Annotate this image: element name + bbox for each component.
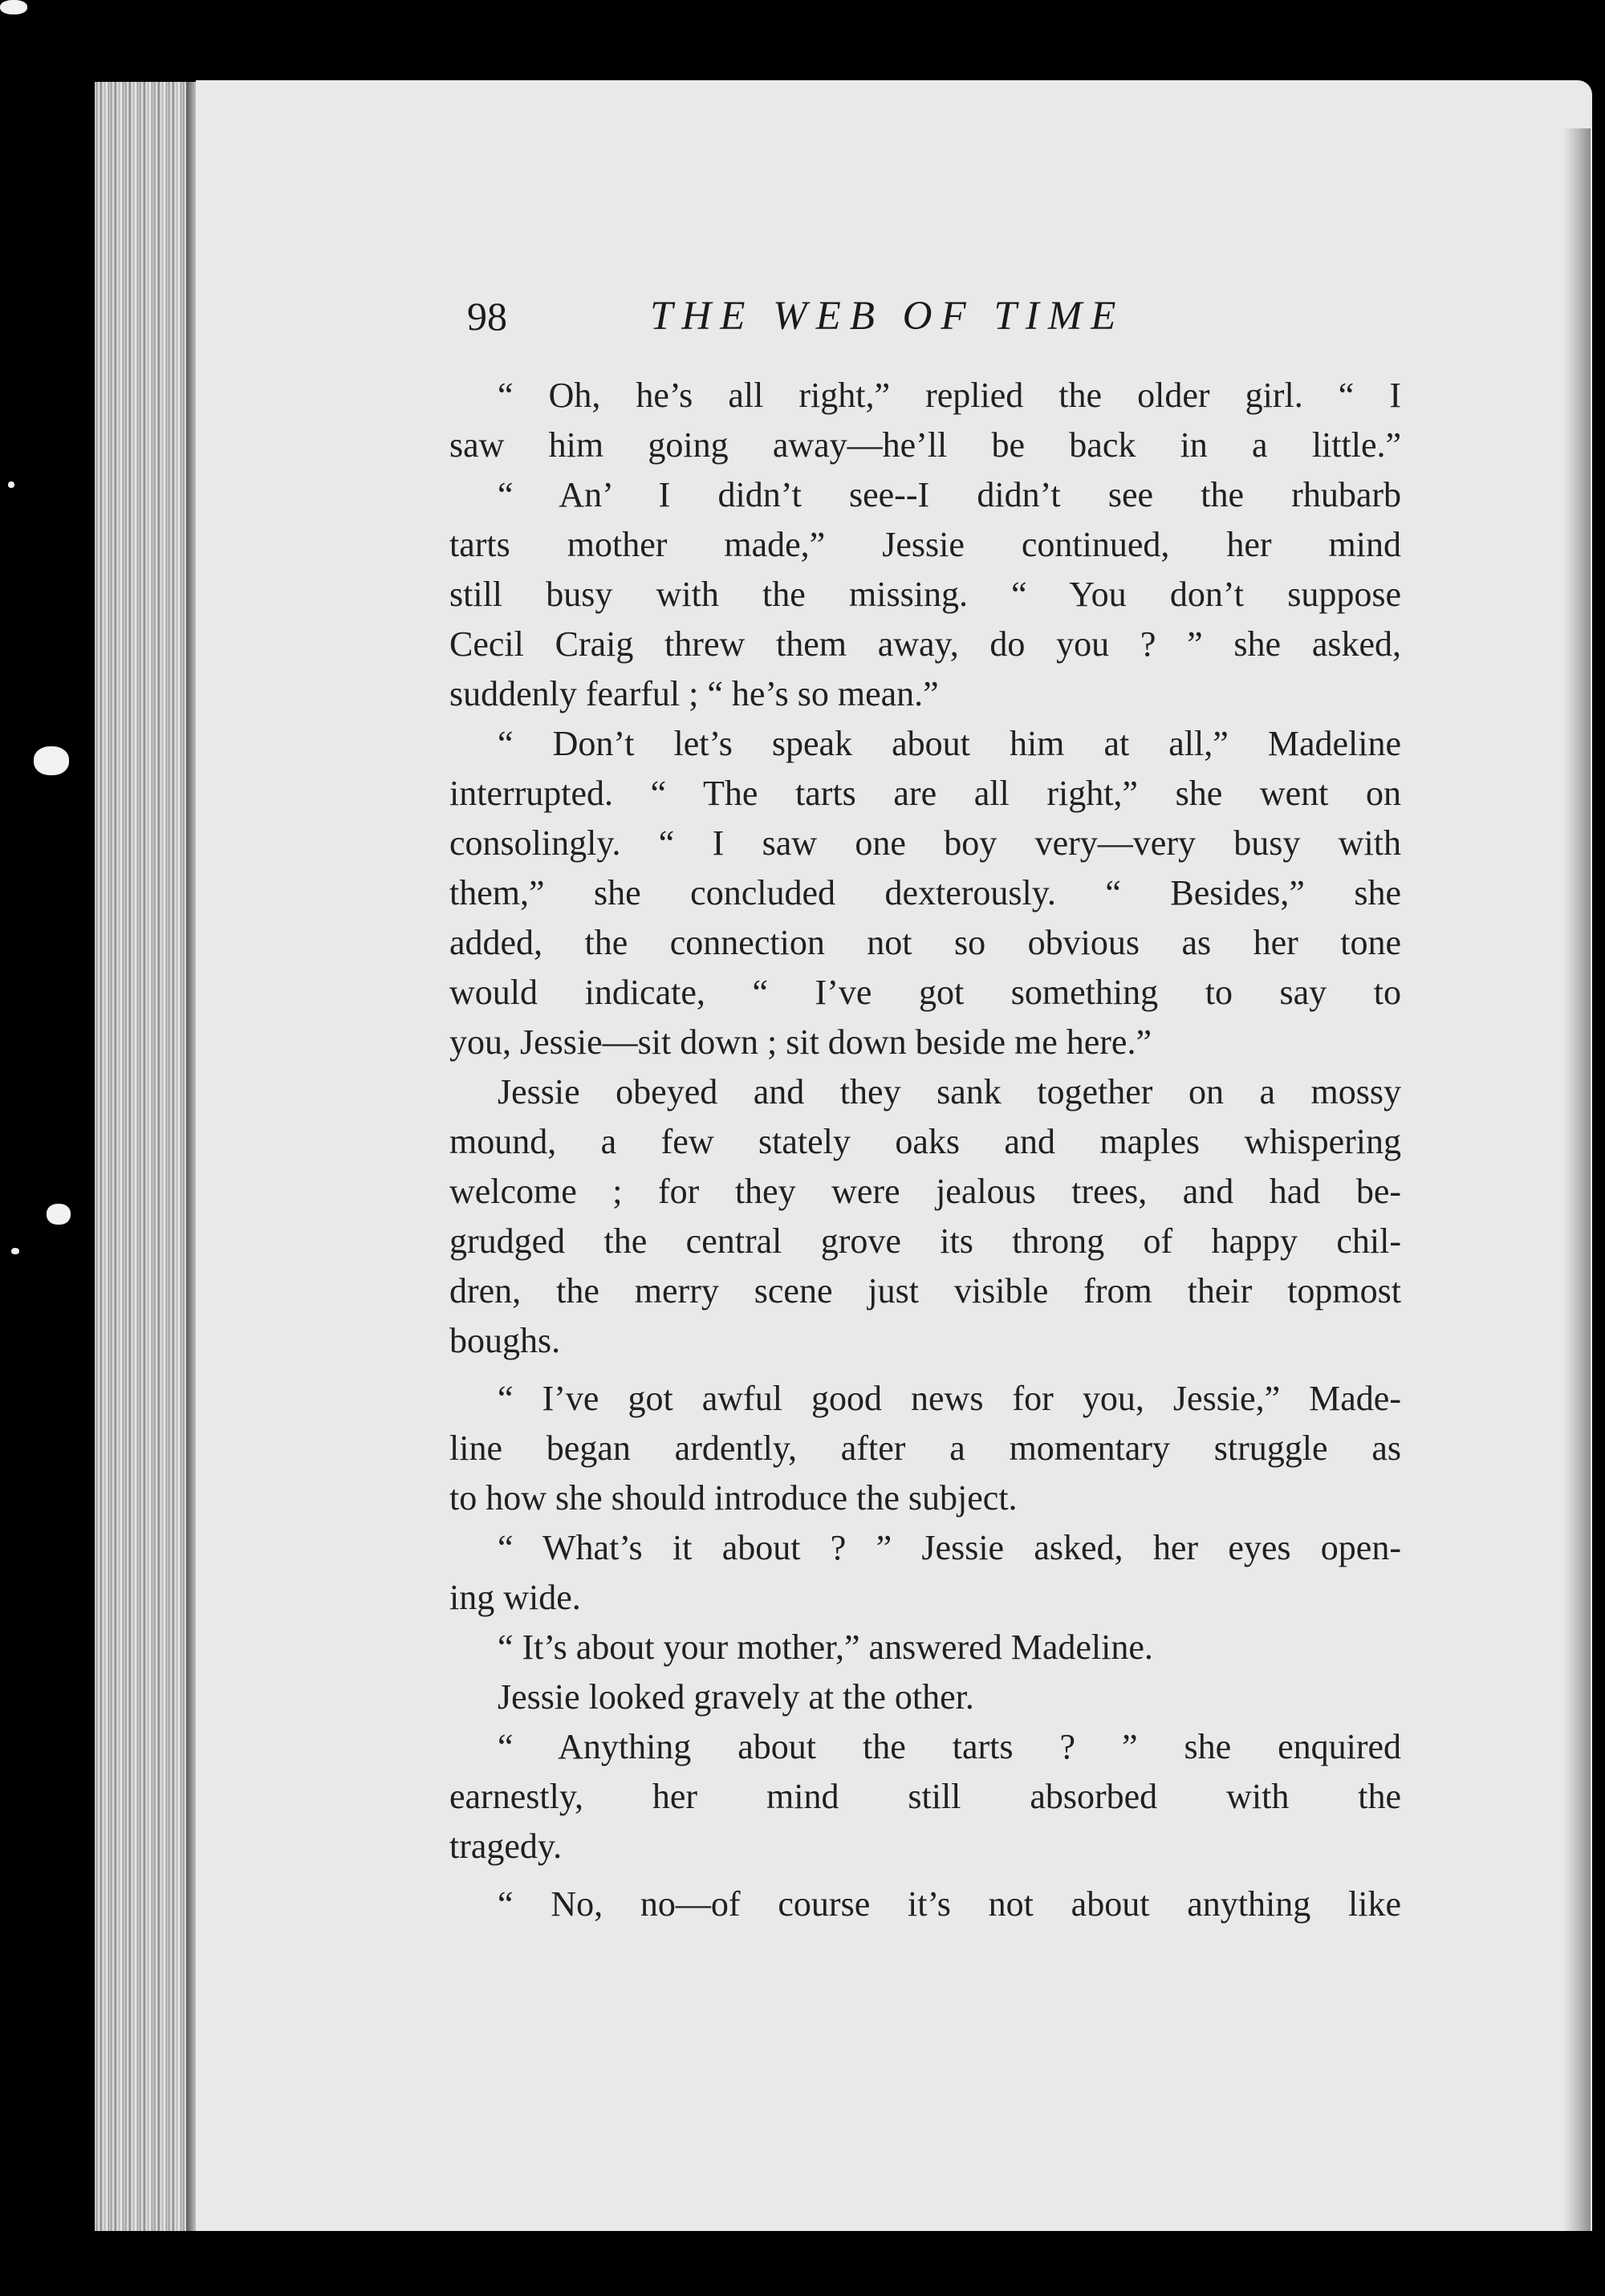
text-line: would indicate, “ I’ve got something to say to [449,973,1401,1012]
scan-speck [47,1204,71,1225]
text-line: “ Oh, he’s all right,” replied the older girl. “ I [498,376,1401,415]
page-right-edge [1563,128,1591,2231]
text-line: line began ardently, after a momentary struggle as [449,1428,1401,1468]
text-line: “ An’ I didn’t see--I didn’t see the rhubarb [498,475,1401,514]
text-line: “ No, no—of course it’s not about anything like [498,1884,1401,1924]
scan-speck [0,0,27,14]
scan-speck [34,746,69,775]
text-line: saw him going away—he’ll be back in a little.” [449,425,1401,465]
text-line: you, Jessie—sit down ; sit down beside me here.” [449,1022,1152,1062]
text-line: tragedy. [449,1827,563,1866]
page-edges [95,82,197,2231]
text-line: suddenly fearful ; “ he’s so mean.” [449,674,939,713]
paragraph-gap [449,1871,1401,1879]
text-line: still busy with the missing. “ You don’t suppose [449,575,1401,614]
running-title: THE WEB OF TIME [650,294,1125,339]
text-line: ing wide. [449,1578,581,1617]
text-line: Jessie looked gravely at the other. [498,1677,974,1717]
text-line: tarts mother made,” Jessie continued, her mind [449,525,1401,564]
text-line: “ Anything about the tarts ? ” she enquired [498,1727,1401,1766]
body-text [449,371,1401,1929]
paragraph-gap [449,1366,1401,1374]
text-line: dren, the merry scene just visible from their topmost [449,1271,1401,1311]
scan-speck [8,482,14,488]
text-line: grudged the central grove its throng of happy chil- [449,1221,1401,1261]
text-line: interrupted. “ The tarts are all right,” she went on [449,774,1401,813]
page-header [467,293,1221,357]
text-line: boughs. [449,1321,561,1360]
text-line: “ I’ve got awful good news for you, Jessie,” Made- [498,1379,1401,1418]
scan-speck [11,1248,19,1254]
text-line: Cecil Craig threw them away, do you ? ” she asked, [449,624,1401,664]
text-line: “ It’s about your mother,” answered Madeline. [498,1628,1153,1667]
text-line: earnestly, her mind still absorbed with the [449,1777,1401,1816]
text-line: to how she should introduce the subject. [449,1478,1018,1518]
text-line: Jessie obeyed and they sank together on a mossy [498,1072,1401,1111]
text-line: them,” she concluded dexterously. “ Besides,” she [449,873,1401,912]
text-line: “ What’s it about ? ” Jessie asked, her eyes open- [498,1528,1401,1567]
text-line: “ Don’t let’s speak about him at all,” Madeline [498,724,1401,763]
text-line: welcome ; for they were jealous trees, and had be- [449,1172,1401,1211]
text-line: mound, a few stately oaks and maples whispering [449,1122,1401,1161]
text-line: added, the connection not so obvious as her tone [449,923,1401,962]
text-line: consolingly. “ I saw one boy very—very busy with [449,823,1401,863]
page-number: 98 [467,294,507,339]
